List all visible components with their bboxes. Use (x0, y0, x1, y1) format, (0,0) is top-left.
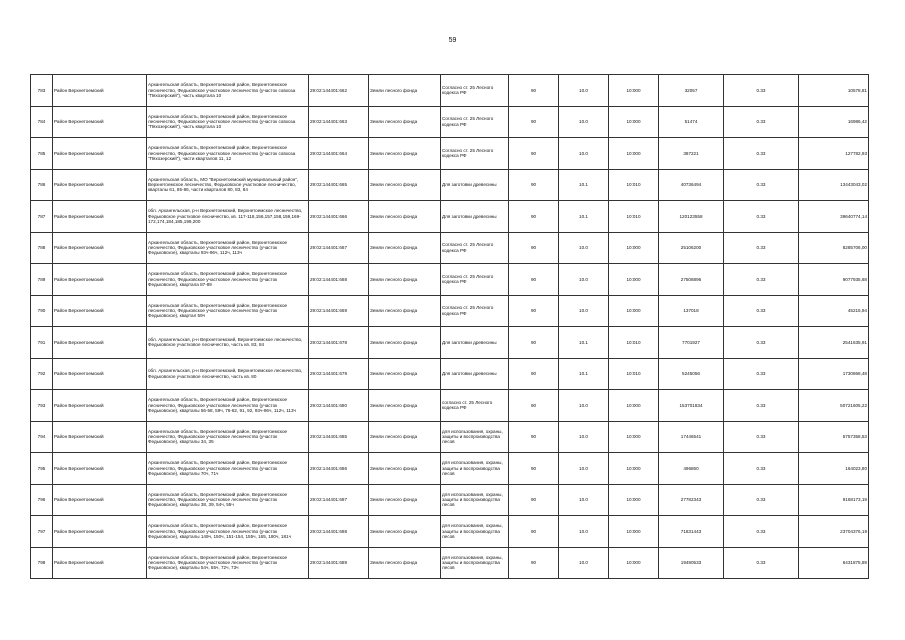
code-a-cell: 90 (509, 484, 559, 516)
row-number: 793 (31, 390, 53, 422)
district-cell: Район Верхнетоемский (53, 201, 147, 233)
location-cell: Архангельская область, Верхнетоемский район, Верхнетоемское лесничество, Федьковское участковое лесничество (участок Федьковское), кварталы 149ч, 150ч, 151-154, 155ч, 165, 180ч, 181ч (147, 516, 309, 548)
location-cell: Архангельская область, Верхнетоемский район, Верхнетоемское лесничество, Федьковское участковое лесничество (участок Федьковское), кварталы 34, 35 (147, 421, 309, 453)
code-c-cell: 10:000 (609, 484, 659, 516)
code-c-cell: 10:000 (609, 232, 659, 264)
rate-cell: 0.33 (724, 327, 799, 359)
table-row (31, 516, 869, 548)
table-row (31, 201, 869, 233)
cadastral-value-cell: 9168173,19 (799, 484, 869, 516)
location-cell: Архангельская область, Верхнетоемский район, Верхнетоемское лесничество, Федьковское участковое лесничество (участок совхоза "Пяхозерский"), часть квартала 10 (147, 106, 309, 138)
cadastral-number-cell: 29:02:144401:687 (309, 484, 369, 516)
location-cell: Архангельская область, Верхнетоемский район, Верхнетоемское лесничество, Федьковское участковое лесничество (участок Федьковское), кварталы 93ч-96ч, 112ч, 113ч (147, 232, 309, 264)
cadastral-value-cell: 23704376,19 (799, 516, 869, 548)
area-cell: 51474 (659, 106, 724, 138)
rate-cell: 0.33 (724, 201, 799, 233)
cadastral-value-cell: 9077935,68 (799, 264, 869, 296)
cadastral-value-cell: 10578,81 (799, 75, 869, 107)
code-c-cell: 10:010 (609, 201, 659, 233)
location-cell: Архангельская область, Верхнетоемский район, Верхнетоемское лесничество, Федьковское участковое лесничество (участок совхоза "Пяхозерский"), часть квартала 10 (147, 75, 309, 107)
area-cell: 17446541 (659, 421, 724, 453)
rate-cell: 0.33 (724, 547, 799, 579)
permitted-use-cell: Для заготовки древесины (441, 201, 509, 233)
land-category-cell: Земли лесного фонда (369, 390, 441, 422)
row-number: 783 (31, 75, 53, 107)
permitted-use-cell: для использования, охраны, защиты и воспроизводства лесов (441, 453, 509, 485)
rate-cell: 0.33 (724, 75, 799, 107)
location-cell: Архангельская область, МО "Верхнетоемский муниципальный район", Верхнетоемское лесничество, Федьковское участковое лесничество, кварталы 61, 85-86, части кварталов 80, 83, 84 (147, 169, 309, 201)
cadastral-number-cell: 29:02:144401:688 (309, 516, 369, 548)
location-cell: обл. Архангельская, р-н Верхнетоемский, Верхнетоемское лесничество, Федьковское участковое лесничество, кв. 117-118,156,157,158,159,169-172,174,184,185,199,200 (147, 201, 309, 233)
code-c-cell: 10:000 (609, 453, 659, 485)
code-b-cell: 10.0 (559, 75, 609, 107)
land-category-cell: Земли лесного фонда (369, 138, 441, 170)
district-cell: Район Верхнетоемский (53, 484, 147, 516)
permitted-use-cell: Согласно ст. 25 Лесного кодекса РФ (441, 106, 509, 138)
code-a-cell: 90 (509, 138, 559, 170)
code-c-cell: 10:010 (609, 327, 659, 359)
land-category-cell: Земли лесного фонда (369, 264, 441, 296)
row-number: 794 (31, 421, 53, 453)
permitted-use-cell: согласно ст. 25 Лесного кодекса РФ (441, 390, 509, 422)
area-cell: 387221 (659, 138, 724, 170)
code-a-cell: 90 (509, 201, 559, 233)
land-category-cell: Земли лесного фонда (369, 201, 441, 233)
land-category-cell: Земли лесного фонда (369, 327, 441, 359)
table-row (31, 232, 869, 264)
permitted-use-cell: для использования, охраны, защиты и воспроизводства лесов (441, 421, 509, 453)
location-cell: Архангельская область, Верхнетоемский район, Верхнетоемское лесничество, Федьковское участковое лесничество (участок Федьковское), квартал 59ч (147, 295, 309, 327)
permitted-use-cell: Для заготовки древесины (441, 358, 509, 390)
area-cell: 32057 (659, 75, 724, 107)
cadastral-number-cell: 29:02:144401:678 (309, 327, 369, 359)
rate-cell: 0.33 (724, 516, 799, 548)
permitted-use-cell: Согласно ст. 25 Лесного кодекса РФ (441, 138, 509, 170)
district-cell: Район Верхнетоемский (53, 264, 147, 296)
table-row (31, 390, 869, 422)
code-b-cell: 10.1 (559, 327, 609, 359)
row-number: 789 (31, 264, 53, 296)
code-a-cell: 90 (509, 516, 559, 548)
district-cell: Район Верхнетоемский (53, 327, 147, 359)
area-cell: 153701834 (659, 390, 724, 422)
cadastral-value-cell: 164023,80 (799, 453, 869, 485)
code-c-cell: 10:000 (609, 106, 659, 138)
code-a-cell: 90 (509, 232, 559, 264)
rate-cell: 0.33 (724, 138, 799, 170)
code-b-cell: 10.0 (559, 295, 609, 327)
cadastral-value-cell: 13443043,02 (799, 169, 869, 201)
code-a-cell: 90 (509, 295, 559, 327)
permitted-use-cell: Согласно ст. 25 Лесного кодекса РФ (441, 75, 509, 107)
location-cell: обл. Архангельская, р-н Верхнетоемский, Верхнетоемское лесничество, Федьковское участковое лесничество, часть кв. 83, 84 (147, 327, 309, 359)
row-number: 786 (31, 169, 53, 201)
cadastral-value-cell: 50721605,22 (799, 390, 869, 422)
cadastral-value-cell: 2541635,91 (799, 327, 869, 359)
row-number: 796 (31, 484, 53, 516)
district-cell: Район Верхнетоемский (53, 138, 147, 170)
area-cell: 71831443 (659, 516, 724, 548)
row-number: 787 (31, 201, 53, 233)
rate-cell: 0.33 (724, 106, 799, 138)
land-category-cell: Земли лесного фонда (369, 295, 441, 327)
location-cell: Архангельская область, Верхнетоемский район, Верхнетоемское лесничество, Федьковское участковое лесничество (участок Федьковское), кварталы 54ч, 55ч, 72ч, 73ч (147, 547, 309, 579)
permitted-use-cell: Согласно ст. 25 Лесного кодекса РФ (441, 295, 509, 327)
area-cell: 137018 (659, 295, 724, 327)
table-row (31, 421, 869, 453)
code-a-cell: 90 (509, 358, 559, 390)
cadastral-number-cell: 29:02:144401:689 (309, 547, 369, 579)
land-category-cell: Земли лесного фонда (369, 232, 441, 264)
code-b-cell: 10.1 (559, 358, 609, 390)
district-cell: Район Верхнетоемский (53, 547, 147, 579)
code-b-cell: 10.0 (559, 484, 609, 516)
area-cell: 496860 (659, 453, 724, 485)
table-row (31, 453, 869, 485)
code-c-cell: 10:000 (609, 75, 659, 107)
code-c-cell: 10:010 (609, 169, 659, 201)
land-category-cell: Земли лесного фонда (369, 421, 441, 453)
code-a-cell: 90 (509, 327, 559, 359)
land-category-cell: Земли лесного фонда (369, 516, 441, 548)
row-number: 790 (31, 295, 53, 327)
permitted-use-cell: Согласно ст. 25 Лесного кодекса РФ (441, 264, 509, 296)
code-a-cell: 90 (509, 106, 559, 138)
page-number: 59 (448, 37, 457, 44)
area-cell: 40736494 (659, 169, 724, 201)
rate-cell: 0.33 (724, 484, 799, 516)
district-cell: Район Верхнетоемский (53, 295, 147, 327)
cadastral-value-cell: 45215,94 (799, 295, 869, 327)
code-b-cell: 10.0 (559, 516, 609, 548)
code-b-cell: 10.0 (559, 453, 609, 485)
area-cell: 5245056 (659, 358, 724, 390)
cadastral-value-cell: 127782,93 (799, 138, 869, 170)
land-category-cell: Земли лесного фонда (369, 547, 441, 579)
code-a-cell: 90 (509, 169, 559, 201)
rate-cell: 0.33 (724, 232, 799, 264)
row-number: 797 (31, 516, 53, 548)
code-a-cell: 90 (509, 453, 559, 485)
code-c-cell: 10:000 (609, 295, 659, 327)
table-row (31, 169, 869, 201)
permitted-use-cell: для использования, охраны, защиты и воспроизводства лесов (441, 516, 509, 548)
area-cell: 25106200 (659, 232, 724, 264)
cadastral-number-cell: 29:02:144401:680 (309, 390, 369, 422)
code-c-cell: 10:000 (609, 547, 659, 579)
table-row (31, 327, 869, 359)
district-cell: Район Верхнетоемский (53, 169, 147, 201)
code-a-cell: 90 (509, 264, 559, 296)
cadastral-value-cell: 8285706,00 (799, 232, 869, 264)
district-cell: Район Верхнетоемский (53, 421, 147, 453)
cadastral-number-cell: 29:02:144401:663 (309, 106, 369, 138)
area-cell: 120123558 (659, 201, 724, 233)
rate-cell: 0.33 (724, 264, 799, 296)
land-category-cell: Земли лесного фонда (369, 358, 441, 390)
row-number: 788 (31, 232, 53, 264)
code-a-cell: 90 (509, 547, 559, 579)
district-cell: Район Верхнетоемский (53, 390, 147, 422)
cadastral-number-cell: 29:02:144401:664 (309, 138, 369, 170)
area-cell: 19490533 (659, 547, 724, 579)
code-c-cell: 10:000 (609, 264, 659, 296)
table-row (31, 138, 869, 170)
district-cell: Район Верхнетоемский (53, 75, 147, 107)
land-category-cell: Земли лесного фонда (369, 75, 441, 107)
location-cell: обл. Архангельская, р-н Верхнетоемский, Верхнетоемское лесничество, Федьковское участковое лесничество, часть кв. 80 (147, 358, 309, 390)
permitted-use-cell: для использования, охраны, защиты и воспроизводства лесов (441, 547, 509, 579)
row-number: 795 (31, 453, 53, 485)
code-c-cell: 10:010 (609, 358, 659, 390)
code-b-cell: 10.1 (559, 201, 609, 233)
permitted-use-cell: Согласно ст. 25 Лесного кодекса РФ (441, 232, 509, 264)
permitted-use-cell: Для заготовки древесины (441, 169, 509, 201)
row-number: 784 (31, 106, 53, 138)
rate-cell: 0.33 (724, 453, 799, 485)
cadastral-number-cell: 29:02:144401:686 (309, 453, 369, 485)
code-b-cell: 10.1 (559, 169, 609, 201)
table-row (31, 75, 869, 107)
code-c-cell: 10:000 (609, 390, 659, 422)
row-number: 785 (31, 138, 53, 170)
table-row (31, 484, 869, 516)
permitted-use-cell: для использования, охраны, защиты и воспроизводства лесов (441, 484, 509, 516)
code-b-cell: 10.0 (559, 106, 609, 138)
area-cell: 7701927 (659, 327, 724, 359)
code-a-cell: 90 (509, 390, 559, 422)
code-b-cell: 10.0 (559, 232, 609, 264)
code-b-cell: 10.0 (559, 390, 609, 422)
location-cell: Архангельская область, Верхнетоемский район, Верхнетоемское лесничество, Федьковское участковое лесничество (участок Федьковское), кварталы 56-58, 59ч, 76-82, 91, 92, 93ч-96ч, 112ч, 113ч (147, 390, 309, 422)
location-cell: Архангельская область, Верхнетоемский район, Верхнетоемское лесничество, Федьковское участковое лесничество (участок Федьковское), квартала 87-89 (147, 264, 309, 296)
district-cell: Район Верхнетоемский (53, 358, 147, 390)
district-cell: Район Верхнетоемский (53, 106, 147, 138)
cadastral-value-cell: 39640774,14 (799, 201, 869, 233)
land-category-cell: Земли лесного фонда (369, 169, 441, 201)
row-number: 791 (31, 327, 53, 359)
cadastral-number-cell: 29:02:144401:662 (309, 75, 369, 107)
code-b-cell: 10.0 (559, 138, 609, 170)
table-body (31, 75, 869, 579)
code-b-cell: 10.0 (559, 421, 609, 453)
rate-cell: 0.33 (724, 295, 799, 327)
rate-cell: 0.33 (724, 390, 799, 422)
table-row (31, 264, 869, 296)
code-b-cell: 10.0 (559, 547, 609, 579)
area-cell: 27508896 (659, 264, 724, 296)
land-category-cell: Земли лесного фонда (369, 453, 441, 485)
land-register-table (30, 74, 869, 579)
cadastral-number-cell: 29:02:144401:679 (309, 358, 369, 390)
cadastral-value-cell: 16986,42 (799, 106, 869, 138)
row-number: 798 (31, 547, 53, 579)
table-row (31, 547, 869, 579)
cadastral-number-cell: 29:02:144401:666 (309, 201, 369, 233)
rate-cell: 0.33 (724, 169, 799, 201)
cadastral-number-cell: 29:02:144401:668 (309, 264, 369, 296)
permitted-use-cell: Для заготовки древесины (441, 327, 509, 359)
cadastral-number-cell: 29:02:144401:665 (309, 169, 369, 201)
cadastral-number-cell: 29:02:144401:685 (309, 421, 369, 453)
row-number: 792 (31, 358, 53, 390)
cadastral-value-cell: 6431875,89 (799, 547, 869, 579)
code-c-cell: 10:000 (609, 516, 659, 548)
land-category-cell: Земли лесного фонда (369, 106, 441, 138)
code-a-cell: 90 (509, 75, 559, 107)
code-b-cell: 10.0 (559, 264, 609, 296)
land-category-cell: Земли лесного фонда (369, 484, 441, 516)
rate-cell: 0.33 (724, 421, 799, 453)
table-row (31, 295, 869, 327)
cadastral-value-cell: 1730868,48 (799, 358, 869, 390)
location-cell: Архангельская область, Верхнетоемский район, Верхнетоемское лесничество, Федьковское участковое лесничество (участок совхоза "Пяхозерский"), части кварталов 11, 12 (147, 138, 309, 170)
district-cell: Район Верхнетоемский (53, 516, 147, 548)
location-cell: Архангельская область, Верхнетоемский район, Верхнетоемское лесничество, Федьковское участковое лесничество (участок Федьковское), кварталы 38, 39, 54ч, 55ч (147, 484, 309, 516)
code-c-cell: 10:000 (609, 138, 659, 170)
table-row (31, 358, 869, 390)
district-cell: Район Верхнетоемский (53, 232, 147, 264)
code-c-cell: 10:000 (609, 421, 659, 453)
rate-cell: 0.33 (724, 358, 799, 390)
code-a-cell: 90 (509, 421, 559, 453)
district-cell: Район Верхнетоемский (53, 453, 147, 485)
area-cell: 27782343 (659, 484, 724, 516)
location-cell: Архангельская область, Верхнетоемский район, Верхнетоемское лесничество, Федьковское участковое лесничество (участок Федьковское), кварталы 70ч, 71ч (147, 453, 309, 485)
cadastral-number-cell: 29:02:144401:669 (309, 295, 369, 327)
cadastral-number-cell: 29:02:144401:667 (309, 232, 369, 264)
table-row (31, 106, 869, 138)
cadastral-value-cell: 5757358,53 (799, 421, 869, 453)
